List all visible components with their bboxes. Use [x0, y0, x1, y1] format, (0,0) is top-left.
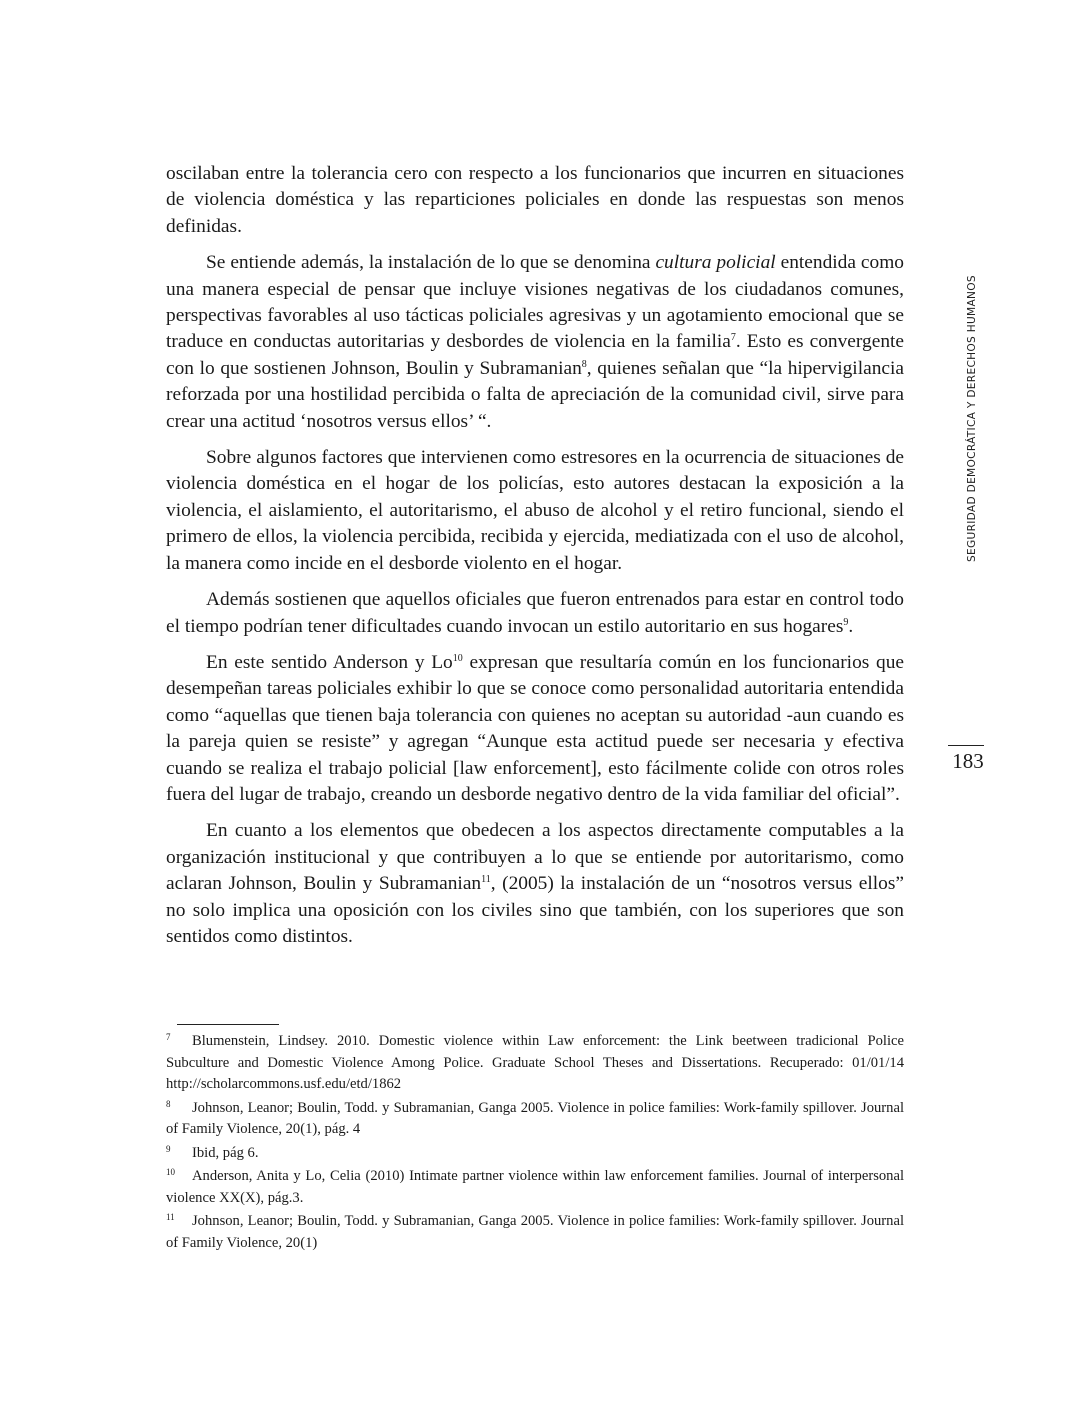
footnote-text: Johnson, Leanor; Boulin, Todd. y Subramanian, Ganga 2005. Violence in police families: Work-family spillover. Journal of Family Violence, 20(1), pág. 4 — [166, 1099, 904, 1137]
paragraph-1: oscilaban entre la tolerancia cero con respecto a los funcionarios que incurren en situaciones de violencia doméstica y las reparticiones policiales en donde las respuestas son menos definidas. — [166, 163, 904, 237]
footnote-8: 8 Johnson, Leanor; Boulin, Todd. y Subramanian, Ganga 2005. Violence in police families: Work-family spillover. Journal of Family Violence, 20(1), pág. 4 — [166, 1098, 904, 1137]
paragraph-2-part-d: , quienes señalan que “la hipervigilancia reforzada por una hostilidad percibida o falta de apreciación de la comunidad civil, sirve para crear una actitud ‘nosotros versus ellos’ “. — [166, 357, 904, 432]
italic-term-cultura-policial: cultura policial — [655, 252, 776, 274]
footnote-text: Blumenstein, Lindsey. 2010. Domestic violence within Law enforcement: the Link beetween tradicional Police Subculture and Domestic Violence Among Police. Graduate School Theses and Dissertations. Recuperado: 01/01/14 http://scholarcommons.usf.edu/etd/1862 — [166, 1033, 904, 1092]
paragraph-6-part-a: En cuanto a los elementos que obedecen a los aspectos directamente computables a la organización institucional y que contribuyen a lo que se entiende por autoritarismo, como aclaran Johnson, Boulin y Subramanian — [166, 820, 904, 895]
paragraph-2-part-b: entendida como una manera especial de pensar que incluye visiones negativas de los ciudadanos comunes, perspectivas favorables al uso tácticas policiales agresivas y un agotamiento emocional que se traduce en conductas autoritarias y desbordes de violencia en la familia — [166, 252, 904, 353]
footnote-text: Johnson, Leanor; Boulin, Todd. y Subramanian, Ganga 2005. Violence in police families: Work-family spillover. Journal of Family Violence, 20(1) — [166, 1213, 904, 1251]
paragraph-2-part-c: . Esto es convergente con lo que sostienen Johnson, Boulin y Subramanian — [166, 331, 905, 379]
footnote-text: Anderson, Anita y Lo, Celia (2010) Intimate partner violence within law enforcement families. Journal of interpersonal violence XX(X), pág.3. — [166, 1168, 904, 1206]
footnote-10: 10 Anderson, Anita y Lo, Celia (2010) Intimate partner violence within law enforcement families. Journal of interpersonal violence XX(X), pág.3. — [166, 1167, 904, 1206]
paragraph-4-part-b: . — [848, 615, 854, 637]
footnote-7: 7 Blumenstein, Lindsey. 2010. Domestic violence within Law enforcement: the Link beetween tradicional Police Subculture and Domestic Violence Among Police. Graduate School Theses and Dissertations. Recuperado: 01/01/14 http://scholarcommons.usf.edu/etd/1862 — [166, 1032, 904, 1092]
footnote-ref-9[interactable]: 9 — [843, 616, 849, 628]
paragraph-4 — [166, 587, 904, 640]
paragraph-2-part-a: Se entiende además, la instalación de lo que se denomina — [206, 252, 656, 274]
paragraph-5-part-b: expresan que resultaría común en los funcionarios que desempeñan tareas policiales exhibir lo que se conoce como personalidad autoritaria entendida como “aquellas que tienen baja tolerancia con quienes no aceptan su autoridad -aun cuando es la pareja quien se resiste” y agregan “Aunque esta actitud puede ser necesaria y efectiva cuando se realiza el trabajo policial [law enforcement], esto fácilmente colide con otros roles fuera del lugar de trabajo, creando un desborde negativo dentro de la vida familiar del oficial”. — [166, 651, 905, 805]
footnote-ref-7[interactable]: 7 — [730, 332, 736, 344]
body-text — [166, 161, 904, 960]
paragraph-6-part-b: , (2005) la instalación de un “nosotros versus ellos” no solo implica una oposición con los civiles sino que también, con los superiores que son sentidos como distintos. — [166, 873, 904, 947]
footnote-ref-11[interactable]: 11 — [481, 874, 491, 886]
page-number: 183 — [952, 749, 984, 773]
paragraph-6 — [166, 818, 904, 950]
page-number-rule — [948, 745, 984, 746]
footnote-9: 9 Ibid, pág 6. — [166, 1143, 259, 1161]
paragraph-4-part-a: Además sostienen que aquellos oficiales que fueron entrenados para estar en control todo el tiempo podrían tener dificultades cuando invocan un estilo autoritario en sus hogares — [166, 589, 904, 637]
paragraph-5 — [166, 650, 904, 808]
paragraph-5-part-a: En este sentido Anderson y Lo — [206, 651, 453, 673]
footnote-11: 11 Johnson, Leanor; Boulin, Todd. y Subramanian, Ganga 2005. Violence in police families: Work-family spillover. Journal of Family Violence, 20(1) — [166, 1212, 904, 1251]
footnote-text: Ibid, pág 6. — [192, 1144, 259, 1161]
footnotes — [166, 1031, 904, 1256]
footnote-separator — [177, 1024, 279, 1025]
footnote-ref-10[interactable]: 10 — [452, 652, 463, 664]
paragraph-2 — [166, 250, 904, 435]
paragraph-3: Sobre algunos factores que intervienen como estresores en la ocurrencia de situaciones de violencia doméstica en el hogar de los policías, esto autores destacan la exposición a la violencia, el aislamiento, el autoritarismo, el abuso de alcohol y el retiro funcional, siendo el primero de ellos, la violencia percibida, recibida y ejercida, mediatizada con el uso de alcohol, la manera como incide en el desborde violento en el hogar. — [166, 447, 904, 574]
footnote-ref-8[interactable]: 8 — [581, 358, 587, 370]
running-header-vertical: SEGURIDAD DEMOCRÁTICA Y DERECHOS HUMANOS — [966, 275, 978, 562]
